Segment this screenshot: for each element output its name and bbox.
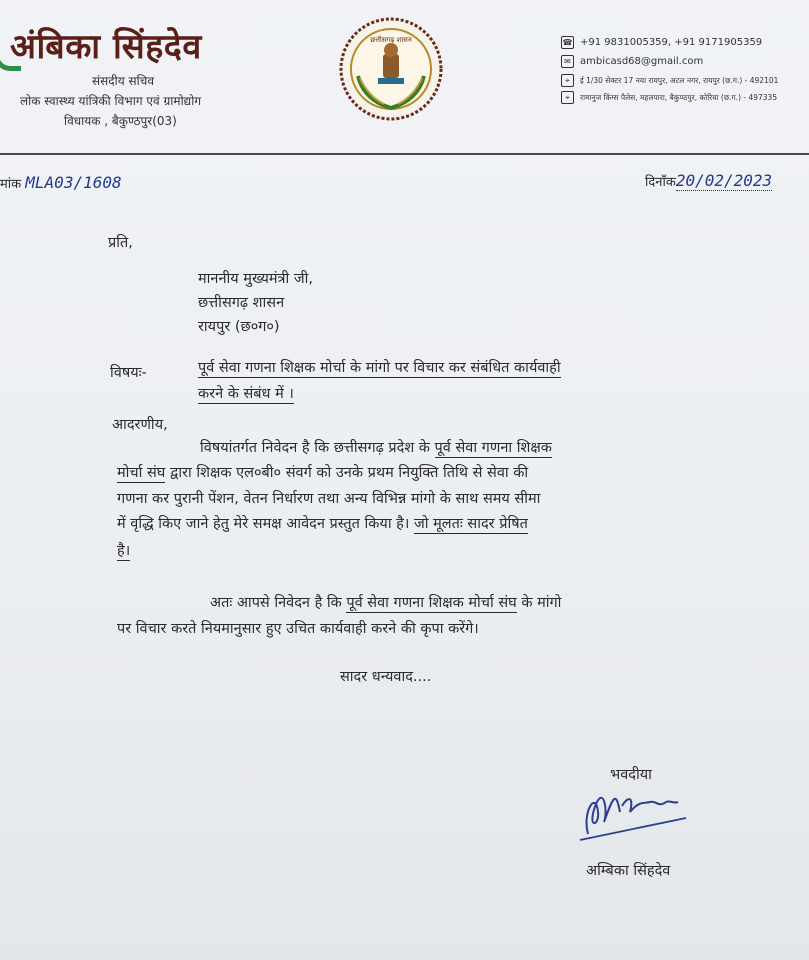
body1-line-1: विषयांतर्गत निवेदन है कि छत्तीसगढ़ प्रदेश के पूर्व सेवा गणना शिक्षक: [200, 440, 552, 456]
header-divider: [0, 153, 809, 155]
body1-line-3: गणना कर पुरानी पेंशन, वेतन निर्धारण तथा अन्य विभिन्न मांगो के साथ समय सीमा: [117, 491, 541, 507]
phone-icon: ☎: [562, 38, 573, 47]
body2-line-2: पर विचार करते नियमानुसार हुए उचित कार्यवाही करने की कृपा करेंगे।: [117, 621, 479, 637]
reference-line: [0, 173, 122, 192]
body1-line-2: मोर्चा संघ द्वारा शिक्षक एल०बी० संवर्ग को उनके प्रथम नियुक्ति तिथि से सेवा की: [117, 465, 529, 481]
addressee-line-3: रायपुर (छ०ग०): [198, 319, 280, 335]
department: लोक स्वास्थ्य यांत्रिकी विभाग एवं ग्रामोद्योग: [20, 94, 202, 108]
subject-line-1: पूर्व सेवा गणना शिक्षक मोर्चा के मांगो पर विचार कर संबंधित कार्यवाही: [198, 360, 561, 376]
closing-yours: भवदीया: [610, 767, 652, 783]
reference-label: मांक: [0, 177, 22, 192]
email-icon: ✉: [561, 55, 574, 68]
subject-line-2: करने के संबंध में ।: [198, 386, 294, 402]
date-label: दिनाँक: [645, 175, 676, 190]
addressee-line-2: छत्तीसगढ़ शासन: [198, 295, 285, 311]
letterhead-name: अंबिका सिंहदेव: [10, 27, 202, 67]
email-address: ambicasd68@gmail.com: [580, 56, 704, 67]
date-value: 20/02/2023: [675, 171, 773, 190]
handwritten-signature: [578, 782, 688, 842]
date-line: [645, 171, 772, 190]
thanks-line: सादर धन्यवाद....: [340, 669, 432, 685]
body1-line-5: है।: [117, 543, 131, 559]
emblem-text: छत्तीसगढ़ शासन: [370, 36, 412, 44]
greeting: आदरणीय,: [112, 417, 168, 433]
constituency: विधायक , बैकुण्ठपुर(03): [64, 114, 177, 128]
signer-name: अम्बिका सिंहदेव: [586, 863, 671, 879]
location-pin-icon: ⌖: [561, 74, 574, 87]
body1-line-4: में वृद्धि किए जाने हेतु मेरे समक्ष आवेदन प्रस्तुत किया है। जो मूलतः सादर प्रेषित: [117, 516, 528, 532]
body2-line-1: अतः आपसे निवेदन है कि पूर्व सेवा गणना शिक्षक मोर्चा संघ के मांगो: [210, 595, 562, 611]
addressee-line-1: माननीय मुख्यमंत्री जी,: [198, 271, 314, 287]
phone-numbers: +91 9831005359, +91 9171905359: [580, 37, 763, 48]
address-baikunthpur: रामानुज किंग्स पैलेस, महलपारा, बैकुण्ठपुर, कोरिया (छ.ग.) - 497335: [580, 92, 778, 102]
contact-address-1: [561, 74, 778, 87]
contact-email: [561, 55, 703, 68]
chhattisgarh-emblem-icon: [338, 16, 444, 122]
subject-label: विषयः-: [110, 365, 147, 381]
designation: संसदीय सचिव: [92, 74, 154, 88]
address-raipur: ई 1/30 सेक्टर 17 नया रायपुर, अटल नगर, रायपुर (छ.ग.) - 492101: [580, 75, 779, 85]
contact-address-2: [561, 91, 777, 104]
reference-number: MLA03/1608: [25, 173, 122, 192]
location-pin-icon: ⌖: [561, 91, 574, 104]
salutation-prati: प्रति,: [108, 235, 133, 251]
contact-phone: [561, 36, 762, 49]
